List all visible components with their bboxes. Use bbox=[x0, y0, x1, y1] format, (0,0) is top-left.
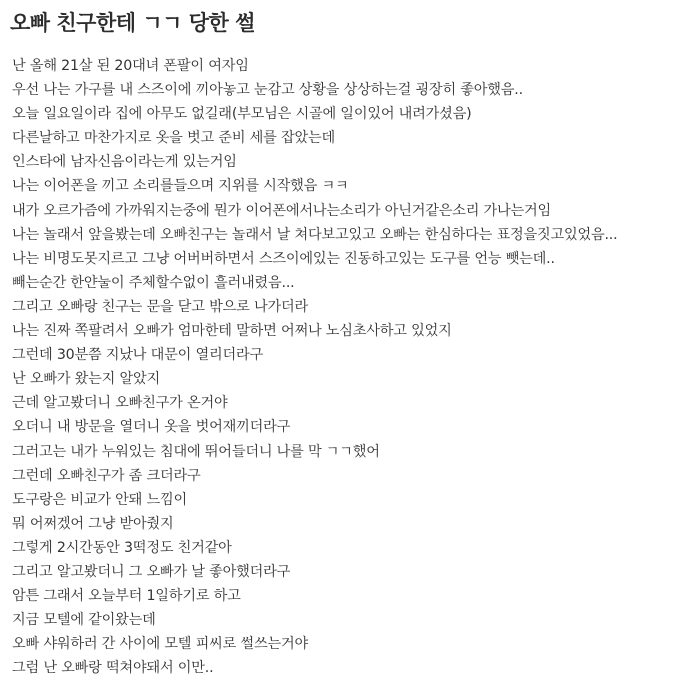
post-line: 난 오빠가 왔는지 알았지 bbox=[12, 371, 160, 388]
post-line: 나는 진짜 쪽팔려서 오빠가 엄마한테 말하면 어쩌나 노심초사하고 있었지 bbox=[12, 323, 452, 340]
post-title: 오빠 친구한테 ㄱㄱ 당한 썰 bbox=[10, 11, 255, 35]
post-line: 오늘 일요일이라 집에 아무도 없길래(부모님은 시골에 일이있어 내려가셨음) bbox=[12, 106, 472, 123]
post-line: 도구랑은 비교가 안돼 느낌이 bbox=[12, 491, 187, 508]
post-line: 그러고는 내가 누워있는 침대에 뛰어들더니 나를 막 ㄱㄱ했어 bbox=[12, 443, 380, 460]
post-line: 난 올해 21살 된 20대녀 폰팔이 여자임 bbox=[12, 58, 249, 74]
post-line: 그럼 난 오빠랑 떡쳐야돼서 이만.. bbox=[12, 660, 214, 677]
post-line: 그렇게 2시간동안 3떡정도 친거같아 bbox=[12, 539, 232, 556]
post-line: 그리고 알고봤더니 그 오빠가 날 좋아했더라구 bbox=[12, 563, 291, 580]
post-line: 지금 모텔에 같이왔는데 bbox=[12, 612, 156, 629]
post-line: 빼는순간 한얀눌이 주체할수없이 흘러내렸음... bbox=[12, 274, 295, 291]
post-line: 근데 알고봤더니 오빠친구가 온거야 bbox=[12, 395, 228, 412]
post-body bbox=[12, 54, 696, 680]
post-line: 그런데 30분쯤 지났나 대문이 열리더라구 bbox=[12, 347, 263, 364]
post-line: 우선 나는 가구를 내 스즈이에 끼아놓고 눈감고 상황을 상상하는걸 굉장히 좋아했음.. bbox=[12, 82, 523, 99]
post-line: 내가 오르가즘에 가까워지는중에 뭔가 이어폰에서나는소리가 아닌거같은소리 가나는거임 bbox=[12, 202, 552, 219]
post-line: 오더니 내 방문을 열더니 옷을 벗어재끼더라구 bbox=[12, 419, 291, 436]
post-line: 나는 이어폰을 끼고 소리를들으며 지위를 시작했음 ㅋㅋ bbox=[12, 178, 349, 195]
post-line: 나는 놀래서 앞을봤는데 오빠친구는 놀래서 날 쳐다보고있고 오빠는 한심하다는 표정을짓고있었음... bbox=[12, 226, 618, 243]
post-line: 나는 비명도못지르고 그냥 어버버하면서 스즈이에있는 진동하고있는 도구를 언능 뺏는데.. bbox=[12, 250, 555, 267]
post-line: 다른날하고 마찬가지로 옷을 벗고 준비 세를 잡았는데 bbox=[12, 130, 335, 147]
post-line: 뭐 어쩌겠어 그냥 받아줬지 bbox=[12, 515, 174, 532]
post-line: 인스타에 남자신음이라는게 있는거임 bbox=[12, 154, 237, 171]
post-line: 오빠 샤워하러 간 사이에 모텔 피씨로 썰쓰는거야 bbox=[12, 636, 308, 653]
post-line: 그런데 오빠친구가 좀 크더라구 bbox=[12, 467, 201, 484]
post-line: 그리고 오빠랑 친구는 문을 닫고 밖으로 나가더라 bbox=[12, 298, 308, 315]
post-line: 암튼 그래서 오늘부터 1일하기로 하고 bbox=[12, 588, 241, 605]
